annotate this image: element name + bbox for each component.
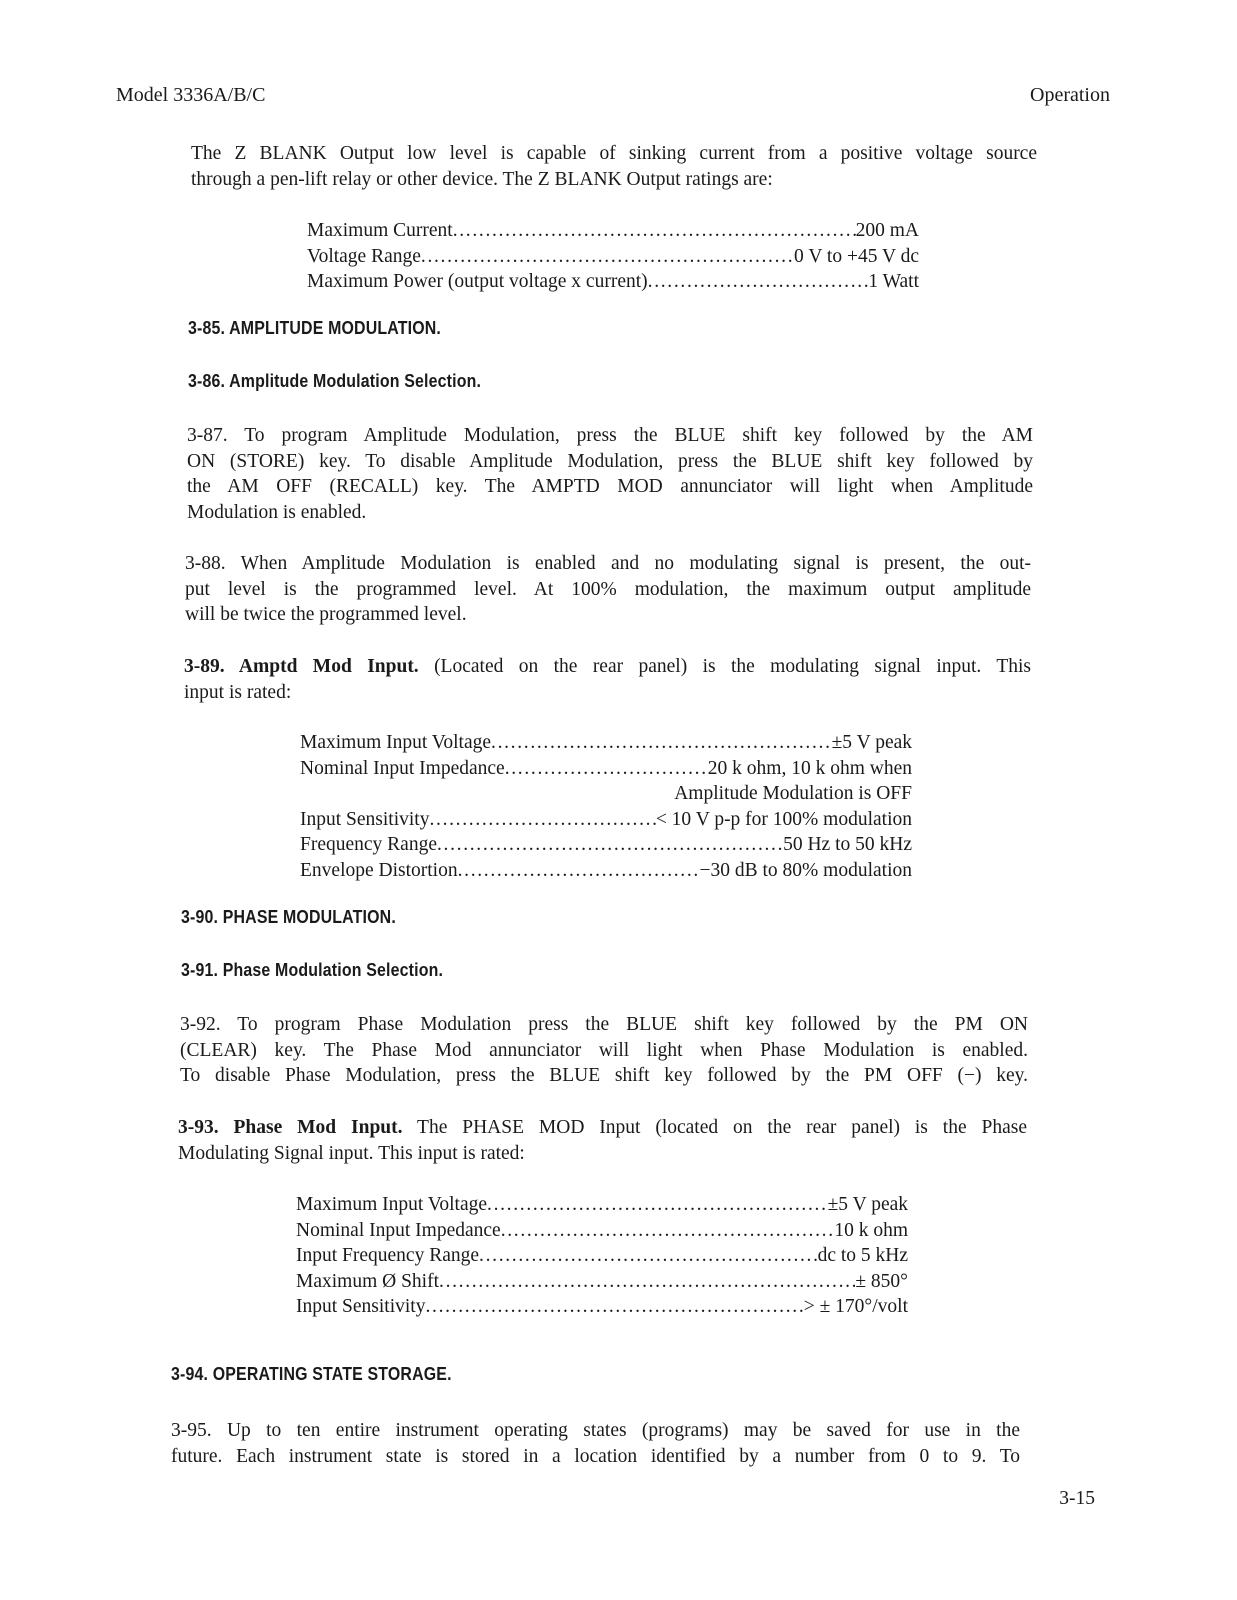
paragraph-3-92 bbox=[180, 1012, 1028, 1089]
paragraph-line: (CLEAR) key. The Phase Mod annunciator will light when Phase Modulation is enabled. bbox=[180, 1039, 1028, 1061]
paragraph-3-88 bbox=[185, 551, 1031, 628]
heading-3-90: 3-90. PHASE MODULATION. bbox=[181, 906, 396, 927]
paragraph-line: 3-88. When Amplitude Modulation is enabled and no modulating signal is present, the out- bbox=[185, 553, 1031, 574]
header-section: Operation bbox=[1030, 84, 1110, 106]
spec-row bbox=[300, 807, 912, 833]
paragraph-line: input is rated: bbox=[184, 681, 292, 703]
spec-value: ±5 V peak bbox=[831, 732, 912, 753]
heading-3-85: 3-85. AMPLITUDE MODULATION. bbox=[188, 317, 442, 338]
spec-row bbox=[296, 1294, 908, 1320]
paragraph-line: through a pen-lift relay or other device. The Z BLANK Output ratings are: bbox=[191, 168, 773, 190]
spec-label: Maximum Ø Shift bbox=[296, 1270, 440, 1292]
spec-value: 50 Hz to 50 kHz bbox=[783, 834, 912, 855]
paragraph-line: 3-92. To program Phase Modulation press the BLUE shift key followed by the PM ON bbox=[180, 1014, 1028, 1035]
spec-value: > ± 170°/volt bbox=[803, 1296, 908, 1317]
spec-label: Input Sensitivity bbox=[296, 1296, 426, 1317]
paragraph-line: Modulating Signal input. This input is rated: bbox=[178, 1142, 525, 1164]
spec-row bbox=[300, 730, 912, 756]
spec-value: −30 dB to 80% modulation bbox=[699, 859, 912, 881]
paragraph-line: future. Each instrument state is stored in a location identified by a number from 0 to 9. To bbox=[171, 1445, 1020, 1467]
spec-value: 200 mA bbox=[855, 220, 919, 241]
paragraph-line: the AM OFF (RECALL) key. The AMPTD MOD annunciator will light when Amplitude bbox=[187, 476, 1033, 497]
spec-row bbox=[300, 756, 912, 782]
spec-value: 0 V to +45 V dc bbox=[794, 245, 919, 267]
spec-value-continued: Amplitude Modulation is OFF bbox=[674, 783, 912, 804]
z-blank-paragraph bbox=[191, 141, 1037, 192]
paragraph-line: 3-93. Phase Mod Input. The PHASE MOD Input (located on the rear panel) is the Phase bbox=[178, 1117, 1027, 1138]
spec-label: Nominal Input Impedance bbox=[296, 1219, 501, 1241]
spec-row bbox=[307, 244, 919, 270]
paragraph-line: put level is the programmed level. At 100% modulation, the maximum output amplitude bbox=[185, 578, 1031, 600]
spec-value: ± 850° bbox=[855, 1270, 908, 1292]
spec-value: ±5 V peak bbox=[827, 1194, 908, 1215]
heading-3-94: 3-94. OPERATING STATE STORAGE. bbox=[171, 1363, 452, 1384]
spec-value: dc to 5 kHz bbox=[817, 1245, 908, 1266]
paragraph-3-95 bbox=[171, 1418, 1020, 1469]
spec-row bbox=[296, 1218, 908, 1244]
paragraph-line: To disable Phase Modulation, press the BLUE shift key followed by the PM OFF (−) key. bbox=[180, 1065, 1028, 1086]
spec-value: < 10 V p-p for 100% modulation bbox=[655, 808, 912, 830]
spec-value: 10 k ohm bbox=[834, 1219, 908, 1241]
paragraph-3-89 bbox=[184, 654, 1031, 705]
paragraph-line: The Z BLANK Output low level is capable of sinking current from a positive voltage source bbox=[191, 143, 1037, 164]
spec-row bbox=[296, 1269, 908, 1295]
page-number: 3-15 bbox=[1059, 1488, 1095, 1509]
paragraph-line: 3-87. To program Amplitude Modulation, press the BLUE shift key followed by the AM bbox=[187, 425, 1033, 446]
paragraph-line: 3-89. Amptd Mod Input. (Located on the rear panel) is the modulating signal input. This bbox=[184, 656, 1032, 677]
spec-label: Envelope Distortion bbox=[300, 859, 458, 881]
spec-value: 20 k ohm, 10 k ohm when bbox=[707, 757, 912, 779]
header-model: Model 3336A/B/C bbox=[116, 84, 266, 106]
phase-mod-specs bbox=[296, 1192, 908, 1320]
amptd-mod-specs bbox=[300, 730, 912, 883]
paragraph-line: will be twice the programmed level. bbox=[185, 604, 467, 625]
spec-label: Voltage Range bbox=[307, 245, 421, 267]
spec-row bbox=[307, 218, 919, 244]
heading-3-91: 3-91. Phase Modulation Selection. bbox=[181, 959, 444, 980]
paragraph-line: ON (STORE) key. To disable Amplitude Modulation, press the BLUE shift key followed by bbox=[187, 450, 1033, 472]
spec-row bbox=[296, 1192, 908, 1218]
spec-label: Maximum Input Voltage bbox=[300, 732, 492, 753]
heading-3-86: 3-86. Amplitude Modulation Selection. bbox=[188, 370, 482, 391]
paragraph-3-87 bbox=[187, 423, 1033, 525]
spec-value: 1 Watt bbox=[868, 271, 919, 292]
z-blank-specs bbox=[307, 218, 919, 295]
spec-label: Maximum Power (output voltage x current) bbox=[307, 271, 648, 292]
spec-label: Nominal Input Impedance bbox=[300, 757, 505, 779]
spec-label: Input Sensitivity bbox=[300, 808, 430, 830]
paragraph-lead: 3-93. Phase Mod Input. bbox=[178, 1117, 403, 1138]
spec-row bbox=[307, 269, 919, 295]
spec-label: Frequency Range bbox=[300, 834, 437, 855]
spec-row bbox=[296, 1243, 908, 1269]
spec-label: Maximum Current bbox=[307, 220, 453, 241]
paragraph-3-93 bbox=[178, 1115, 1027, 1166]
paragraph-line: 3-95. Up to ten entire instrument operating states (programs) may be saved for use in the bbox=[171, 1420, 1020, 1441]
paragraph-lead: 3-89. Amptd Mod Input. bbox=[184, 656, 419, 677]
spec-row bbox=[300, 858, 912, 884]
spec-label: Input Frequency Range bbox=[296, 1245, 480, 1266]
spec-label: Maximum Input Voltage bbox=[296, 1194, 488, 1215]
paragraph-line: Modulation is enabled. bbox=[187, 501, 367, 523]
spec-row bbox=[300, 832, 912, 858]
